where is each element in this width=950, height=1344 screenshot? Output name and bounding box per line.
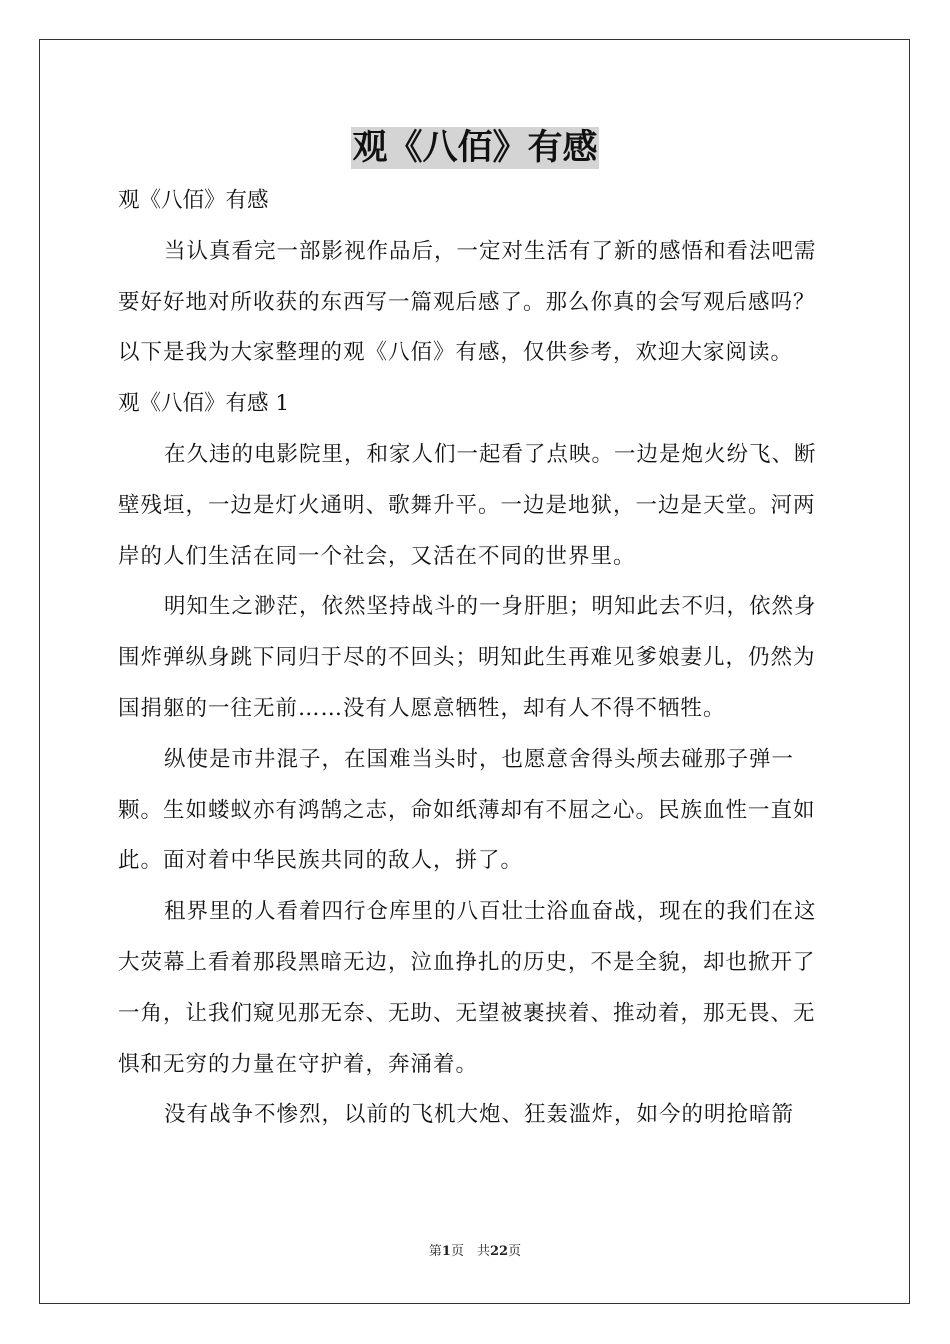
footer-page-current: 1: [441, 1244, 451, 1259]
document-title: 观《八佰》有感: [352, 127, 598, 168]
body-paragraph: 没有战争不惨烈，以前的飞机大炮、狂轰滥炸，如今的明抢暗箭: [164, 1102, 795, 1128]
footer-page-suffix: 页: [508, 1244, 522, 1259]
title-container: [0, 127, 950, 169]
footer-page-total: 22: [489, 1244, 509, 1259]
body-paragraph: 租界里的人看着四行仓库里的八百壮士浴血奋战，现在的我们在这大荧幕上看着那段黑暗无边，泣血挣扎的历史，不是全貌，却也掀开了一角，让我们窥见那无奈、无助、无望被裹挟着、推动着，那无畏、无惧和无穷的力量在守护着，奔涌着。: [118, 899, 817, 1077]
footer-page-prefix: 第: [428, 1244, 442, 1259]
intro-paragraph: 当认真看完一部影视作品后，一定对生活有了新的感悟和看法吧需要好好地对所收获的东西写一篇观后感了。那么你真的会写观后感吗？以下是我为大家整理的观《八佰》有感，仅供参考，欢迎大家阅读。: [118, 238, 817, 366]
body-paragraph: 明知生之渺茫，依然坚持战斗的一身肝胆；明知此去不归，依然身围炸弹纵身跳下同归于尽的不回头；明知此生再难见爹娘妻儿，仍然为国捐躯的一往无前……没有人愿意牺牲，却有人不得不牺牲。: [118, 594, 817, 721]
footer-page-mid: 页 共: [450, 1244, 490, 1259]
page-footer: [0, 1243, 950, 1261]
body-paragraph: 纵使是市井混子，在国难当头时，也愿意舍得头颅去碰那子弹一颗。生如蝼蚁亦有鸿鹄之志，命如纸薄却有不屈之心。民族血性一直如此。面对着中华民族共同的敌人，拼了。: [118, 746, 816, 874]
document-body: [118, 176, 836, 1141]
body-paragraph: 在久违的电影院里，和家人们一起看了点映。一边是炮火纷飞、断壁残垣，一边是灯火通明、歌舞升平。一边是地狱，一边是天堂。河两岸的人们生活在同一个社会，又活在不同的世界里。: [118, 441, 817, 569]
section-heading: 观《八佰》有感 1: [118, 391, 290, 417]
document-subtitle: 观《八佰》有感: [118, 188, 269, 213]
